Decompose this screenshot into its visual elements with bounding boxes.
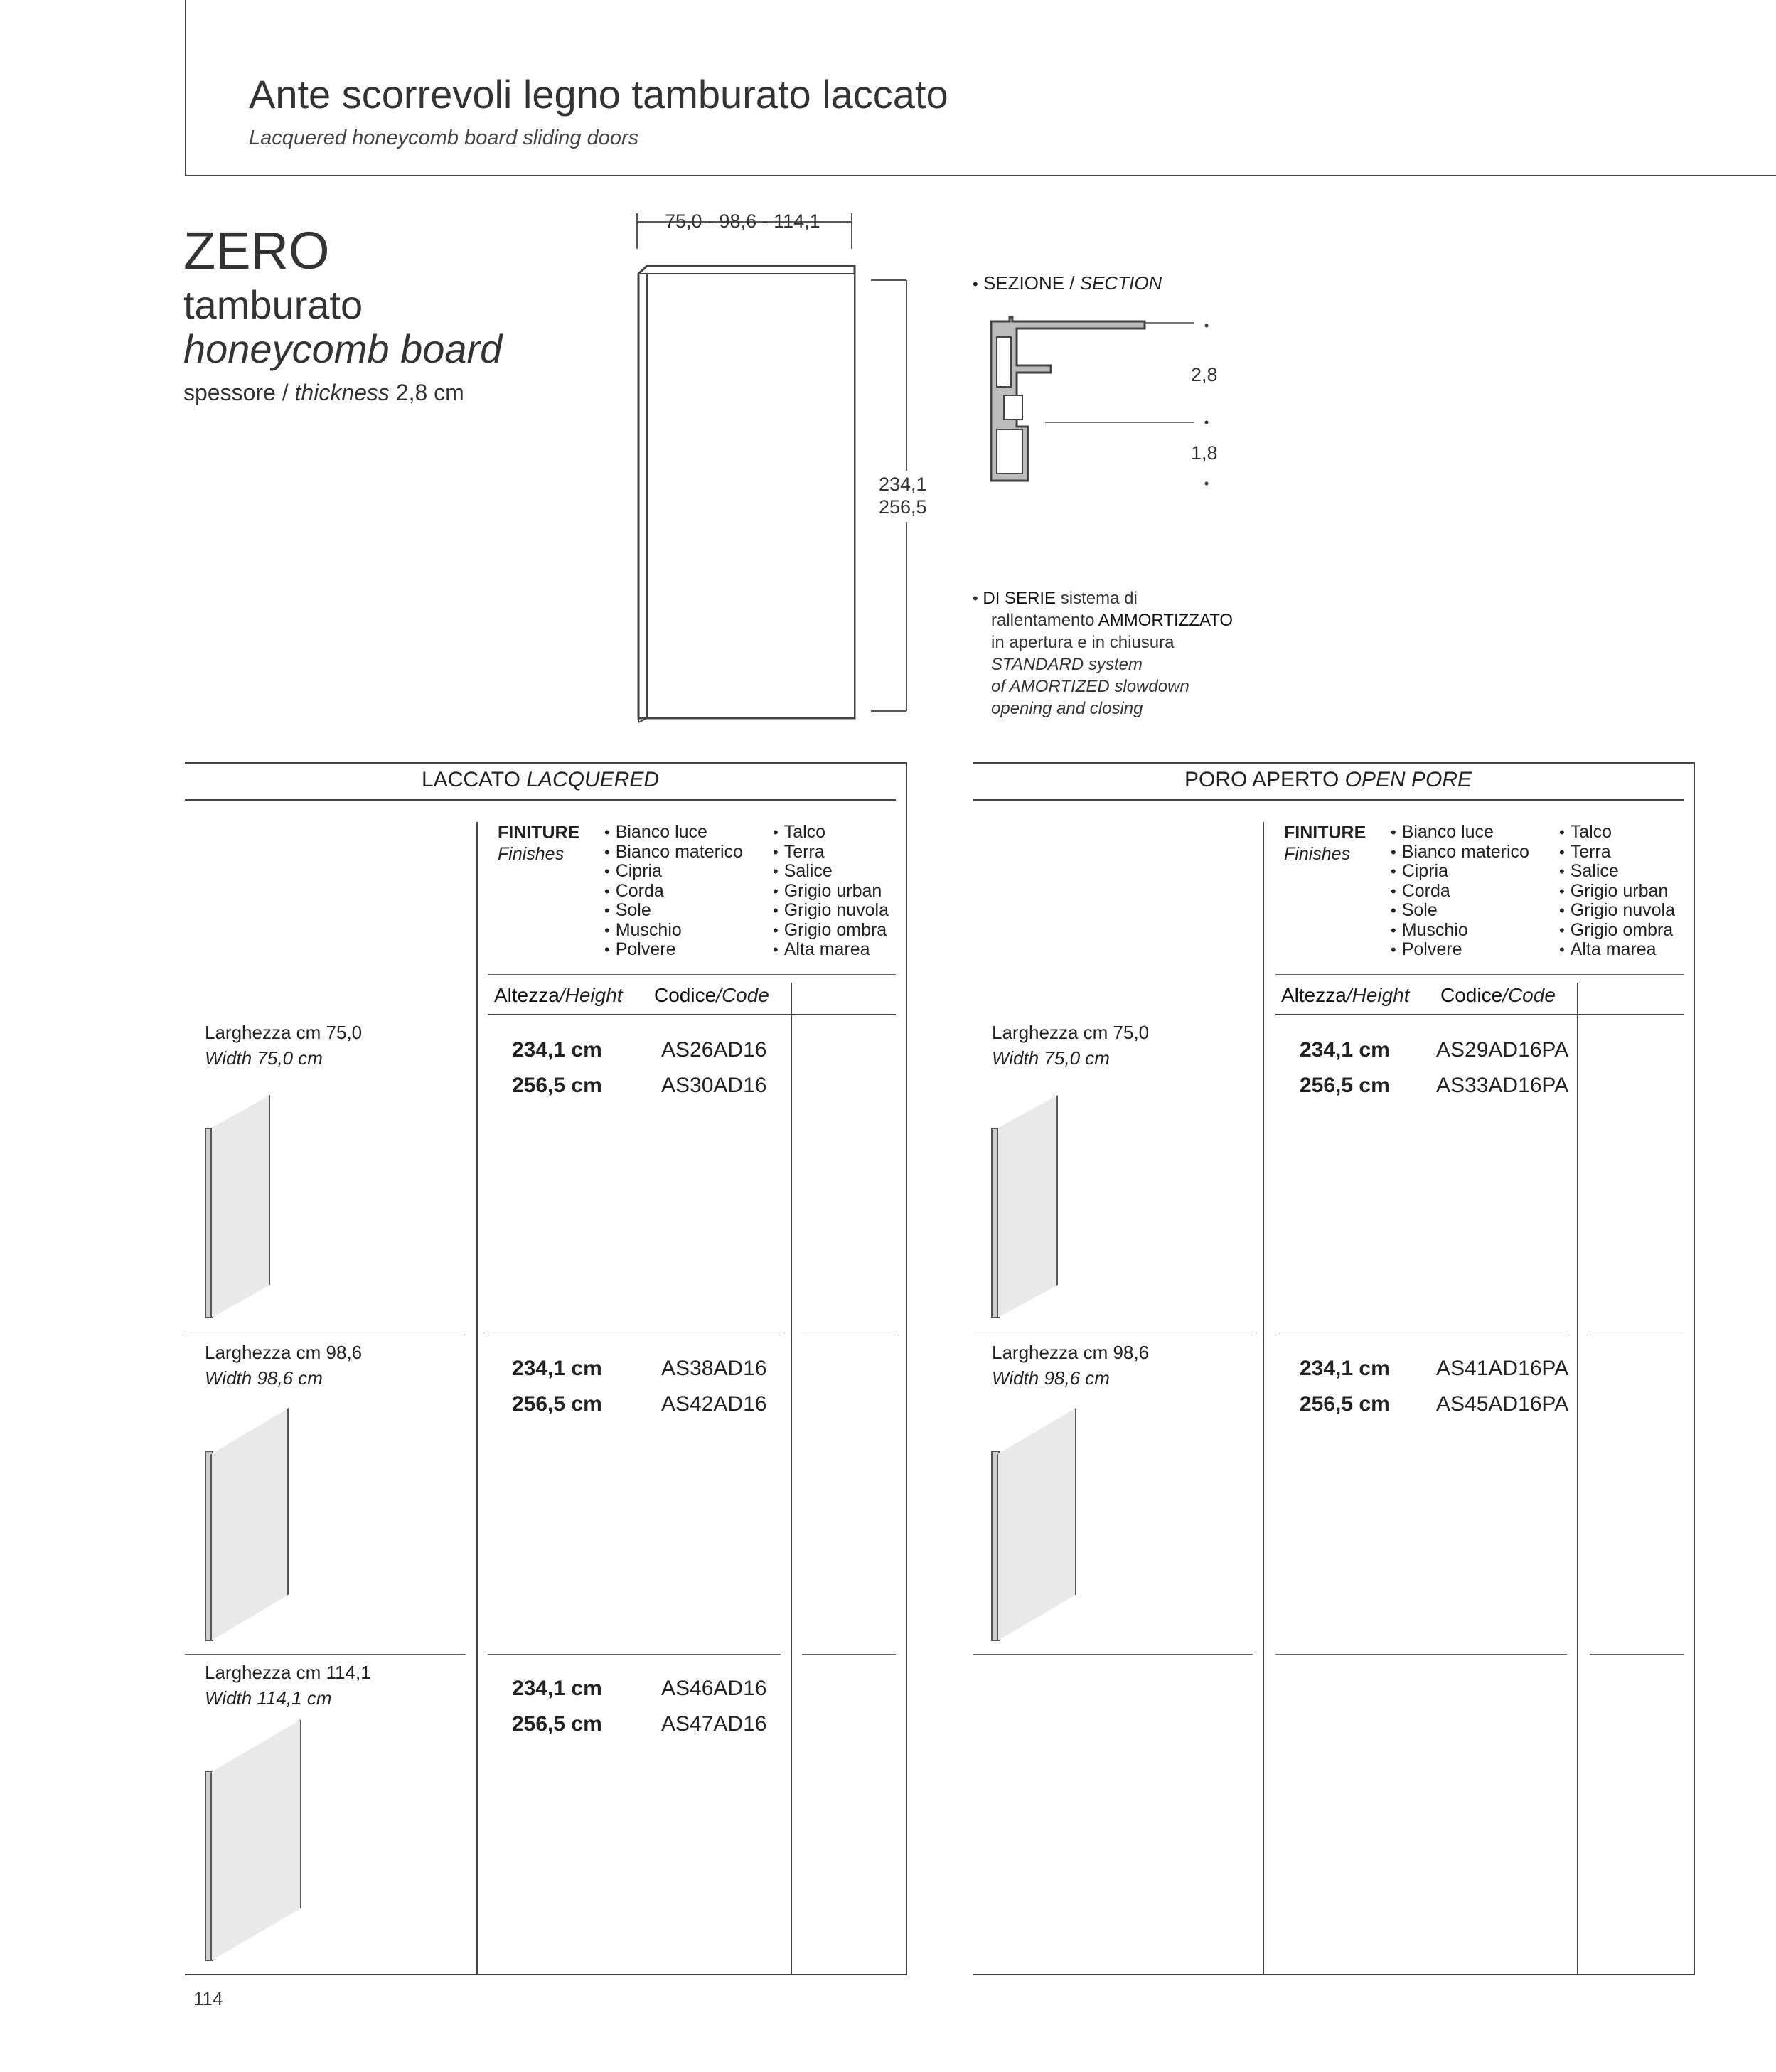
table-title-rule [973, 799, 1684, 801]
finish-item: • Terra [773, 843, 889, 863]
note-lead: DI SERIE [983, 589, 1056, 608]
section-label-it: SEZIONE / [983, 272, 1075, 294]
finish-item: • Terra [1559, 843, 1675, 863]
height-header-en: /Height [1346, 984, 1410, 1006]
finish-item: • Grigio urban [773, 882, 889, 902]
height-value: 256,5 cm [1300, 1392, 1390, 1416]
row-rule [488, 1654, 781, 1655]
row-width-en: Width 98,6 cm [205, 1367, 323, 1389]
finishes-list-1 [1391, 823, 1529, 960]
code-value: AS47AD16 [661, 1712, 767, 1736]
finish-item: • Alta marea [773, 940, 889, 960]
finishes-rule [1275, 974, 1684, 975]
header-bottom-rule [185, 175, 1776, 176]
finishes-label-en: Finishes [498, 844, 565, 864]
column-rule-1 [1263, 822, 1264, 1975]
door-panel-thumbnail [210, 1408, 289, 1641]
table-right-rule [1694, 762, 1695, 1975]
product-name: ZERO [183, 221, 330, 280]
section-dimension-2: 1,8 [1191, 442, 1218, 464]
thickness-label-it: spessore / [183, 380, 289, 405]
code-value: AS30AD16 [661, 1074, 767, 1097]
column-rule-2 [791, 983, 792, 1975]
row-rule [1590, 1654, 1684, 1655]
finishes-label-it: FINITURE [1284, 823, 1366, 843]
finish-item: • Sole [1391, 901, 1529, 921]
code-header-en: /Code [1502, 984, 1556, 1006]
height-header-en: /Height [559, 984, 623, 1006]
finishes-label [498, 822, 579, 865]
height-value: 256,5 cm [512, 1074, 602, 1097]
row-rule [973, 1654, 1253, 1655]
row-width-it: Larghezza cm 75,0 [992, 1022, 1150, 1043]
code-header-en: /Code [716, 984, 769, 1006]
product-type-it: tamburato [183, 282, 363, 327]
table-top-rule [973, 762, 1695, 764]
table-title-en: OPEN PORE [1344, 768, 1472, 791]
finishes-list-2 [1559, 823, 1675, 960]
finish-item: • Salice [1559, 862, 1675, 882]
finish-item: • Muschio [1391, 921, 1529, 941]
code-value: AS26AD16 [661, 1038, 767, 1062]
table-bottom-rule [185, 1974, 907, 1975]
page-subtitle: Lacquered honeycomb board sliding doors [249, 127, 639, 149]
header-rule [1275, 1014, 1684, 1015]
page-number: 114 [193, 1988, 223, 2009]
thickness-value: 2,8 cm [395, 380, 464, 405]
height-header-it: Altezza [1281, 984, 1347, 1006]
row-width-en: Width 75,0 cm [205, 1047, 323, 1069]
finish-item: • Bianco luce [1391, 823, 1529, 843]
code-value: AS46AD16 [661, 1677, 767, 1700]
note-line6: opening and closing [991, 699, 1143, 718]
code-header-it: Codice [1440, 984, 1503, 1006]
thickness-label-en: thickness [294, 380, 390, 405]
header-rule [488, 1014, 896, 1015]
door-panel-thumbnail [997, 1408, 1076, 1641]
code-value: AS45AD16PA [1436, 1392, 1569, 1416]
door-panel-thumbnail [210, 1095, 270, 1318]
note-line3: in apertura e in chiusura [991, 633, 1175, 652]
finishes-list-2 [773, 823, 889, 960]
row-rule [802, 1654, 896, 1655]
finishes-rule [488, 974, 896, 975]
height-value: 234,1 cm [1300, 1357, 1390, 1380]
height-value: 234,1 cm [1300, 1038, 1390, 1062]
code-header [654, 984, 769, 1007]
height-value: 234,1 cm [512, 1038, 602, 1062]
table-title-it: LACCATO [422, 768, 520, 791]
code-value: AS38AD16 [661, 1357, 767, 1380]
row-width-en: Width 114,1 cm [205, 1687, 332, 1709]
finish-item: • Polvere [604, 940, 743, 960]
note-line4: STANDARD system [991, 655, 1143, 674]
finish-item: • Salice [773, 862, 889, 882]
row-width-it: Larghezza cm 114,1 [205, 1662, 371, 1683]
header-left-rule [185, 0, 186, 176]
finish-item: • Bianco luce [604, 823, 743, 843]
height-value: 256,5 cm [1300, 1074, 1390, 1097]
section-dimension-1: 2,8 [1191, 364, 1218, 385]
row-width-it: Larghezza cm 98,6 [992, 1342, 1150, 1363]
height-value: 256,5 cm [512, 1392, 602, 1416]
row-rule [1275, 1654, 1567, 1655]
finish-item: • Bianco materico [1391, 843, 1529, 863]
height-dimension-2: 256,5 [879, 496, 927, 518]
code-header-it: Codice [654, 984, 717, 1006]
finish-item: • Bianco materico [604, 843, 743, 863]
height-value: 234,1 cm [512, 1677, 602, 1700]
table-title [185, 768, 896, 792]
row-rule [185, 1654, 466, 1655]
finishes-list-1 [604, 823, 743, 960]
finish-item: • Muschio [604, 921, 743, 941]
height-dimension-1: 234,1 [879, 474, 927, 495]
door-drawing-svg [626, 206, 946, 725]
height-value: 256,5 cm [512, 1712, 602, 1736]
page-title: Ante scorrevoli legno tamburato laccato [249, 72, 948, 117]
code-header [1440, 984, 1556, 1007]
code-value: AS42AD16 [661, 1392, 767, 1416]
table-title [973, 768, 1684, 792]
column-rule-1 [476, 822, 478, 1975]
finish-item: • Talco [773, 823, 889, 843]
section-label: • SEZIONE / SECTION [973, 272, 1162, 294]
code-value: AS33AD16PA [1436, 1074, 1569, 1097]
finish-item: • Grigio urban [1559, 882, 1675, 902]
finish-item: • Corda [604, 882, 743, 902]
finish-item: • Grigio nuvola [773, 901, 889, 921]
height-header [1281, 984, 1410, 1007]
finish-item: • Grigio ombra [1559, 921, 1675, 941]
door-panel-thumbnail [997, 1095, 1058, 1318]
table-title-rule [185, 799, 896, 801]
table-top-rule [185, 762, 907, 764]
finish-item: • Grigio ombra [773, 921, 889, 941]
standard-note: • DI SERIE sistema di rallentamento AMMORTIZZATO in apertura e in chiusura STANDARD system of AMORTIZED slowdown opening and closing [973, 589, 1234, 718]
height-header-it: Altezza [494, 984, 560, 1006]
column-rule-2 [1577, 983, 1578, 1975]
height-header [494, 984, 623, 1007]
finish-item: • Sole [604, 901, 743, 921]
height-value: 234,1 cm [512, 1357, 602, 1380]
product-thickness [183, 380, 464, 406]
finish-item: • Corda [1391, 882, 1529, 902]
note-line2-bold: AMMORTIZZATO [1098, 611, 1234, 630]
code-value: AS29AD16PA [1436, 1038, 1569, 1062]
note-line5: of AMORTIZED slowdown [991, 677, 1189, 696]
product-type-en: honeycomb board [183, 326, 503, 371]
table-title-en: LACQUERED [526, 768, 659, 791]
finishes-label-en: Finishes [1284, 844, 1351, 864]
finish-item: • Grigio nuvola [1559, 901, 1675, 921]
finish-item: • Polvere [1391, 940, 1529, 960]
finish-item: • Alta marea [1559, 940, 1675, 960]
door-panel-thumbnail [210, 1719, 301, 1961]
table-title-it: PORO APERTO [1184, 768, 1339, 791]
row-width-it: Larghezza cm 98,6 [205, 1342, 363, 1363]
row-width-it: Larghezza cm 75,0 [205, 1022, 363, 1043]
finish-item: • Cipria [604, 862, 743, 882]
finish-item: • Cipria [1391, 862, 1529, 882]
finishes-label [1284, 822, 1366, 865]
finishes-label-it: FINITURE [498, 823, 580, 843]
finish-item: • Talco [1559, 823, 1675, 843]
code-value: AS41AD16PA [1436, 1357, 1569, 1380]
row-width-en: Width 98,6 cm [992, 1367, 1110, 1389]
note-line1: sistema di [1060, 589, 1138, 608]
row-width-en: Width 75,0 cm [992, 1047, 1110, 1069]
table-bottom-rule [973, 1974, 1695, 1975]
table-right-rule [906, 762, 907, 1975]
width-dimensions: 75,0 - 98,6 - 114,1 [665, 210, 820, 232]
note-line2-pre: rallentamento [991, 611, 1095, 630]
door-drawing [626, 206, 946, 725]
section-label-en: SECTION [1079, 272, 1162, 294]
